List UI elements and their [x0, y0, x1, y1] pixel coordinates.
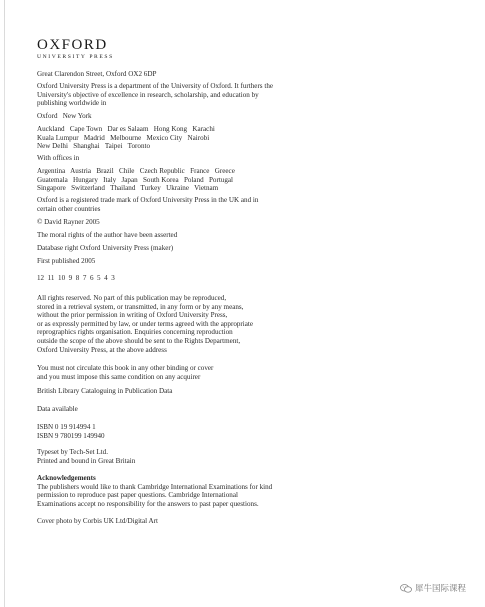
- trademark-notice: [37, 196, 337, 213]
- trademark-line: Oxford is a registered trade mark of Oxford University Press in the UK and in: [37, 196, 259, 204]
- data-available-line: Data available: [37, 405, 78, 413]
- offices-label: [37, 154, 337, 163]
- rights-line: without the prior permission in writing of Oxford University Press,: [37, 311, 228, 320]
- address: [37, 70, 337, 79]
- rights-reserved: [37, 294, 337, 354]
- offices-line: Argentina Austria Brazil Chile Czech Republic France Greece: [37, 167, 235, 175]
- database-right-line: Database right Oxford University Press (maker): [37, 244, 174, 252]
- acknowledgements-line: Examinations accept no responsibility for the answers to past paper questions.: [37, 499, 259, 508]
- trademark-line: certain other countries: [37, 204, 101, 213]
- typeset-line: Typeset by Tech-Set Ltd.: [37, 448, 108, 456]
- moral-rights-line: The moral rights of the author have been asserted: [37, 231, 178, 239]
- typeset-line: Printed and bound in Great Britain: [37, 456, 136, 465]
- offices-label-text: With offices in: [37, 154, 80, 162]
- data-available: [37, 405, 337, 414]
- page-edge: [4, 0, 5, 607]
- rights-line: Oxford University Press, at the above address: [37, 345, 167, 354]
- cities-line: Auckland Cape Town Dar es Salaam Hong Kong Karachi: [37, 125, 215, 133]
- rights-line: All rights reserved. No part of this publication may be reproduced,: [37, 294, 227, 302]
- database-right: [37, 244, 337, 253]
- binding-line: You must not circulate this book in any other binding or cover: [37, 364, 214, 372]
- intro-line: University's objective of excellence in research, scholarship, and education by: [37, 90, 259, 99]
- publisher-logo: [37, 38, 114, 60]
- acknowledgements-line: permission to reproduce past paper questions. Cambridge International: [37, 491, 238, 500]
- cities-primary-line: Oxford New York: [37, 112, 92, 120]
- acknowledgements-heading: Acknowledgements: [37, 474, 96, 482]
- watermark: [400, 582, 466, 594]
- typeset-block: [37, 448, 337, 465]
- first-published: [37, 257, 337, 266]
- cip-label-line: British Library Cataloguing in Publication Data: [37, 387, 173, 395]
- intro-line: publishing worldwide in: [37, 99, 107, 108]
- cities-list: [37, 125, 337, 151]
- cip-label: [37, 387, 337, 396]
- logo-main-text: OXFORD: [37, 37, 108, 53]
- binding-line: and you must impose this same condition on any acquirer: [37, 372, 201, 381]
- isbn-block: [37, 423, 337, 440]
- moral-rights: [37, 231, 337, 240]
- isbn-line: ISBN 0 19 914994 1: [37, 423, 96, 431]
- offices-line: Singapore Switzerland Thailand Turkey Ukraine Vietnam: [37, 184, 219, 193]
- copyright-notice: [37, 218, 337, 227]
- rights-line: stored in a retrieval system, or transmitted, in any form or by any means,: [37, 302, 244, 311]
- offices-list: [37, 167, 337, 193]
- acknowledgements-line: The publishers would like to thank Cambridge International Examinations for kind: [37, 482, 273, 491]
- logo-sub-text: UNIVERSITY PRESS: [37, 54, 114, 60]
- binding-notice: [37, 364, 337, 381]
- cities-line: New Delhi Shanghai Taipei Toronto: [37, 142, 151, 151]
- acknowledgements: [37, 474, 337, 508]
- address-line: Great Clarendon Street, Oxford OX2 6DP: [37, 70, 157, 78]
- watermark-text: 犀牛国际课程: [415, 584, 467, 594]
- first-published-line: First published 2005: [37, 257, 96, 265]
- cover-photo-credit: [37, 517, 337, 526]
- intro-line: Oxford University Press is a department of the University of Oxford. It furthers the: [37, 82, 274, 90]
- copyright-line: © David Rayner 2005: [37, 218, 100, 226]
- rights-line: outside the scope of the above should be sent to the Rights Department,: [37, 336, 241, 345]
- print-line: [37, 274, 337, 283]
- cover-photo-line: Cover photo by Corbis UK Ltd/Digital Art: [37, 517, 158, 525]
- print-numbers: 12 11 10 9 8 7 6 5 4 3: [37, 274, 115, 282]
- cities-line: Kuala Lumpur Madrid Melbourne Mexico City Nairobi: [37, 133, 210, 142]
- isbn-line: ISBN 9 780199 149940: [37, 431, 105, 440]
- offices-line: Guatemala Hungary Italy Japan South Korea Poland Portugal: [37, 175, 234, 184]
- cities-primary: [37, 112, 337, 121]
- rights-line: or as expressly permitted by law, or under terms agreed with the appropriate: [37, 319, 254, 328]
- rights-line: reprographics rights organisation. Enquiries concerning reproduction: [37, 328, 233, 337]
- intro-paragraph: [37, 82, 337, 108]
- wechat-icon: [400, 584, 412, 593]
